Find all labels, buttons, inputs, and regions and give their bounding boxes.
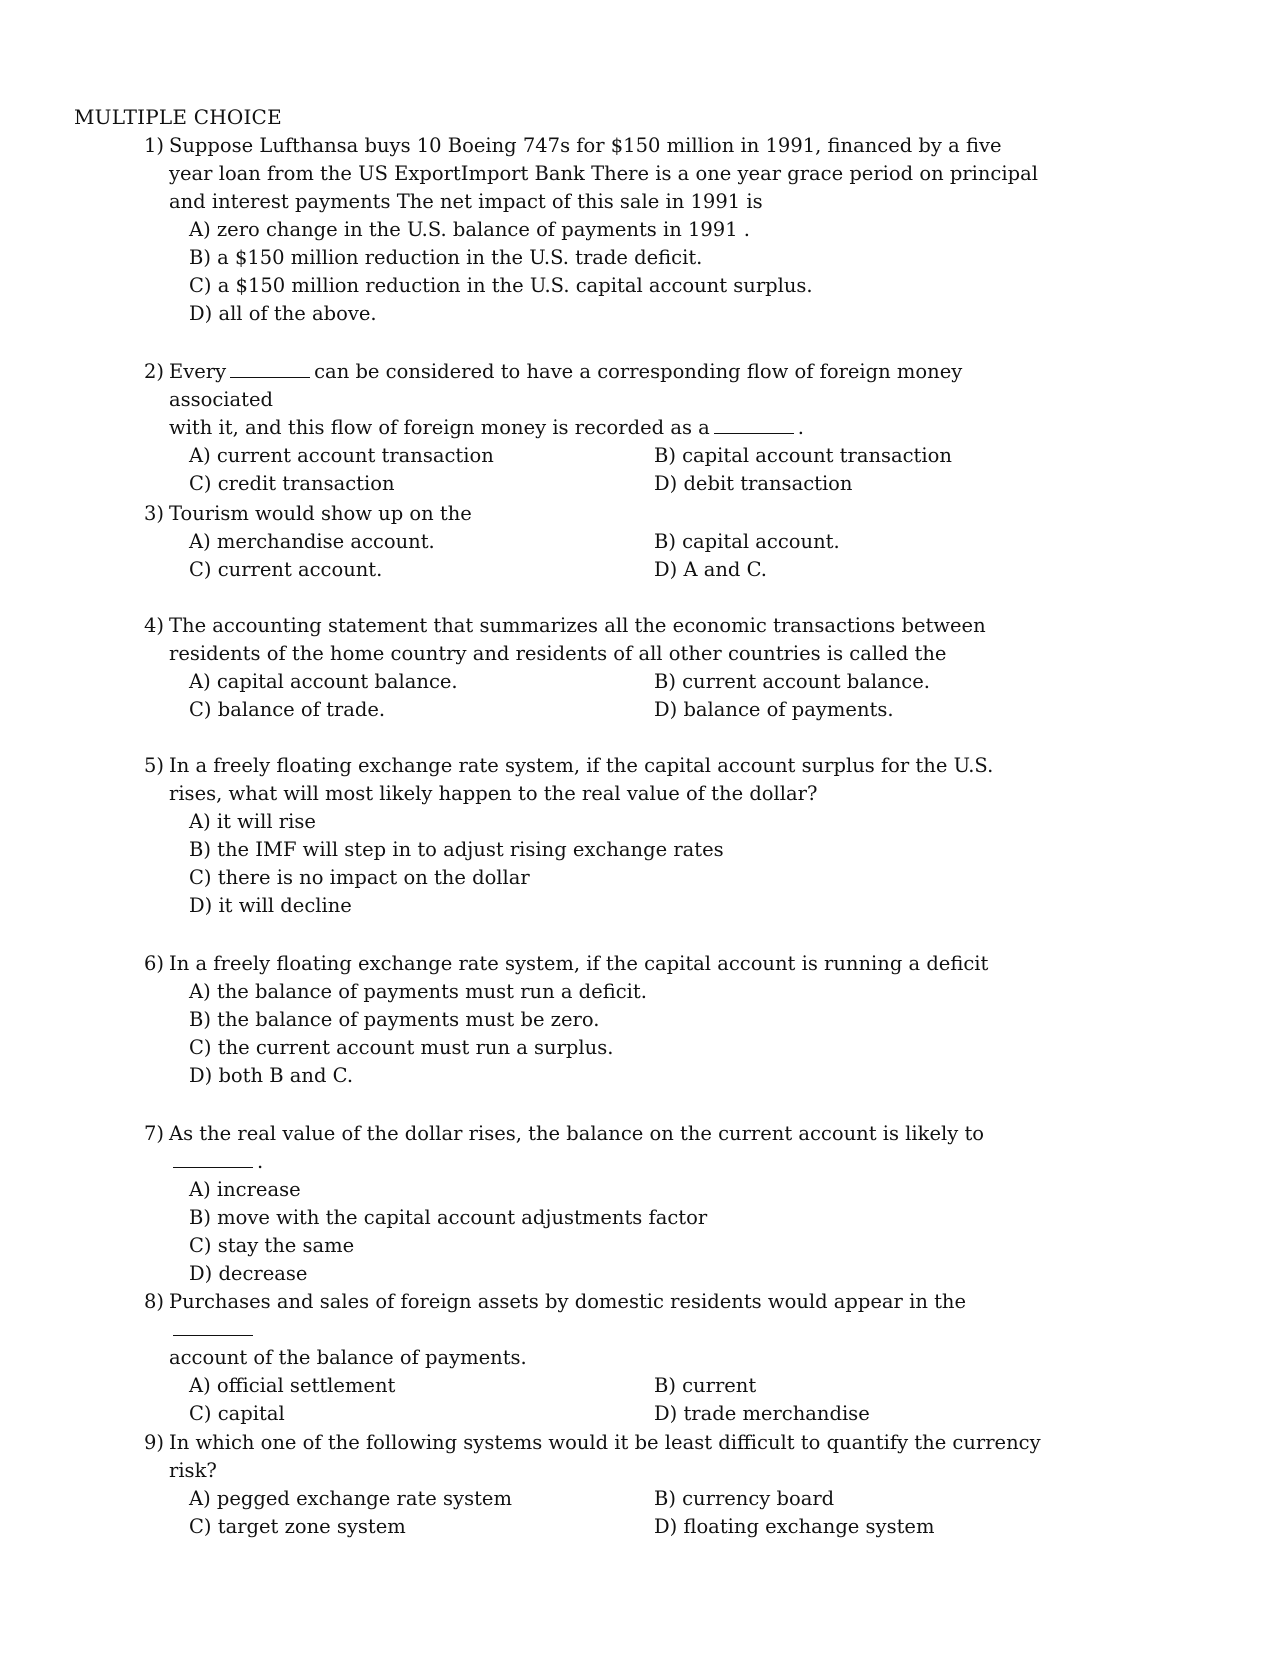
question-text-part1: Every <box>169 360 227 383</box>
question-text-end: . <box>257 1150 264 1173</box>
option-c[interactable]: C) a $150 million reduction in the U.S. capital account surplus. <box>189 274 813 297</box>
question-text: Tourism would show up on the <box>169 502 472 525</box>
question-stem <box>144 358 1044 442</box>
question-stem <box>144 500 1044 528</box>
option-d[interactable]: D) A and C. <box>654 558 768 581</box>
options-list <box>144 216 1044 328</box>
option-a[interactable]: A) current account transaction <box>189 444 494 467</box>
option-c[interactable]: C) balance of trade. <box>189 698 386 721</box>
option-d[interactable]: D) it will decline <box>189 894 352 917</box>
question-number: 6) <box>144 952 165 975</box>
option-a[interactable]: A) merchandise account. <box>189 530 435 553</box>
question-stem <box>144 950 1044 978</box>
answer-blank <box>230 376 310 378</box>
question-number: 2) <box>144 360 165 383</box>
answer-blank <box>173 1166 253 1168</box>
question-number: 4) <box>144 614 165 637</box>
option-c[interactable]: C) current account. <box>189 558 383 581</box>
question-3 <box>144 500 1044 584</box>
option-b[interactable]: B) capital account. <box>654 530 840 553</box>
answer-blank <box>714 432 794 434</box>
option-c[interactable]: C) credit transaction <box>189 472 395 495</box>
option-d[interactable]: D) trade merchandise <box>654 1402 870 1425</box>
question-number: 5) <box>144 754 165 777</box>
option-a[interactable]: A) it will rise <box>189 810 316 833</box>
option-b[interactable]: B) currency board <box>654 1487 835 1510</box>
option-d[interactable]: D) balance of payments. <box>654 698 894 721</box>
question-text: The accounting statement that summarizes all the economic transactions between residents of the home country and residents of all other countries is called the <box>169 614 992 665</box>
option-d[interactable]: D) debit transaction <box>654 472 853 495</box>
question-number: 3) <box>144 502 165 525</box>
question-text: In a freely floating exchange rate system, if the capital account is running a deficit <box>169 952 989 975</box>
question-text-part3: with it, and this flow of foreign money is recorded as a <box>169 416 710 439</box>
question-text-part2: can be considered to have a corresponding flow of foreign money associated <box>169 360 963 411</box>
option-c[interactable]: C) the current account must run a surplus. <box>189 1036 614 1059</box>
options-list <box>144 978 1044 1090</box>
option-d[interactable]: D) floating exchange system <box>654 1515 935 1538</box>
question-number: 9) <box>144 1431 165 1454</box>
question-stem <box>144 1120 1044 1176</box>
question-text: In a freely floating exchange rate system, if the capital account surplus for the U.S. rises, what will most likely happen to the real value of the dollar? <box>169 754 1000 805</box>
option-b[interactable]: B) the IMF will step in to adjust rising exchange rates <box>189 838 724 861</box>
question-5 <box>144 752 1044 920</box>
question-stem <box>144 1429 1047 1485</box>
option-b[interactable]: B) current account balance. <box>654 670 930 693</box>
options-list <box>144 808 1044 920</box>
question-text-end: account of the balance of payments. <box>169 1346 527 1369</box>
question-8 <box>144 1288 1044 1428</box>
question-9 <box>144 1429 1047 1541</box>
option-a[interactable]: A) pegged exchange rate system <box>189 1487 512 1510</box>
option-d[interactable]: D) decrease <box>189 1262 308 1285</box>
question-text: In which one of the following systems would it be least difficult to quantify the currency risk? <box>169 1431 1047 1482</box>
option-b[interactable]: B) the balance of payments must be zero. <box>189 1008 600 1031</box>
option-a[interactable]: A) the balance of payments must run a deficit. <box>189 980 647 1003</box>
options-grid <box>144 528 1044 584</box>
options-grid <box>144 442 1044 498</box>
question-2 <box>144 358 1044 498</box>
options-grid <box>144 1485 1044 1541</box>
question-6 <box>144 950 1044 1090</box>
question-stem <box>144 132 1044 216</box>
question-stem <box>144 612 1044 668</box>
option-a[interactable]: A) official settlement <box>189 1374 396 1397</box>
option-b[interactable]: B) capital account transaction <box>654 444 952 467</box>
option-b[interactable]: B) current <box>654 1374 757 1397</box>
question-number: 1) <box>144 134 165 157</box>
question-text: Suppose Lufthansa buys 10 Boeing 747s for $150 million in 1991, financed by a five year loan from the US ExportImport Bank There is a one year grace period on principal and interest payments The net impact of this sale in 1991 is <box>169 134 1045 213</box>
question-7 <box>144 1120 1044 1288</box>
option-d[interactable]: D) both B and C. <box>189 1064 354 1087</box>
answer-blank <box>173 1334 253 1336</box>
question-1 <box>144 132 1044 328</box>
option-c[interactable]: C) stay the same <box>189 1234 355 1257</box>
question-text-part4: . <box>797 416 804 439</box>
option-a[interactable]: A) increase <box>189 1178 301 1201</box>
option-c[interactable]: C) there is no impact on the dollar <box>189 866 530 889</box>
question-number: 8) <box>144 1290 165 1313</box>
option-a[interactable]: A) capital account balance. <box>189 670 458 693</box>
question-4 <box>144 612 1044 724</box>
option-c[interactable]: C) target zone system <box>189 1515 406 1538</box>
options-grid <box>144 1372 1044 1428</box>
option-a[interactable]: A) zero change in the U.S. balance of payments in 1991 . <box>189 218 750 241</box>
option-b[interactable]: B) move with the capital account adjustments factor <box>189 1206 708 1229</box>
question-stem <box>144 1288 1044 1372</box>
option-c[interactable]: C) capital <box>189 1402 285 1425</box>
question-text: As the real value of the dollar rises, the balance on the current account is likely to <box>169 1122 985 1145</box>
section-title: MULTIPLE CHOICE <box>74 105 282 129</box>
question-number: 7) <box>144 1122 165 1145</box>
option-d[interactable]: D) all of the above. <box>189 302 377 325</box>
question-stem <box>144 752 1044 808</box>
options-grid <box>144 668 1044 724</box>
question-text: Purchases and sales of foreign assets by domestic residents would appear in the <box>169 1290 967 1313</box>
options-list <box>144 1176 1044 1288</box>
option-b[interactable]: B) a $150 million reduction in the U.S. trade deficit. <box>189 246 703 269</box>
